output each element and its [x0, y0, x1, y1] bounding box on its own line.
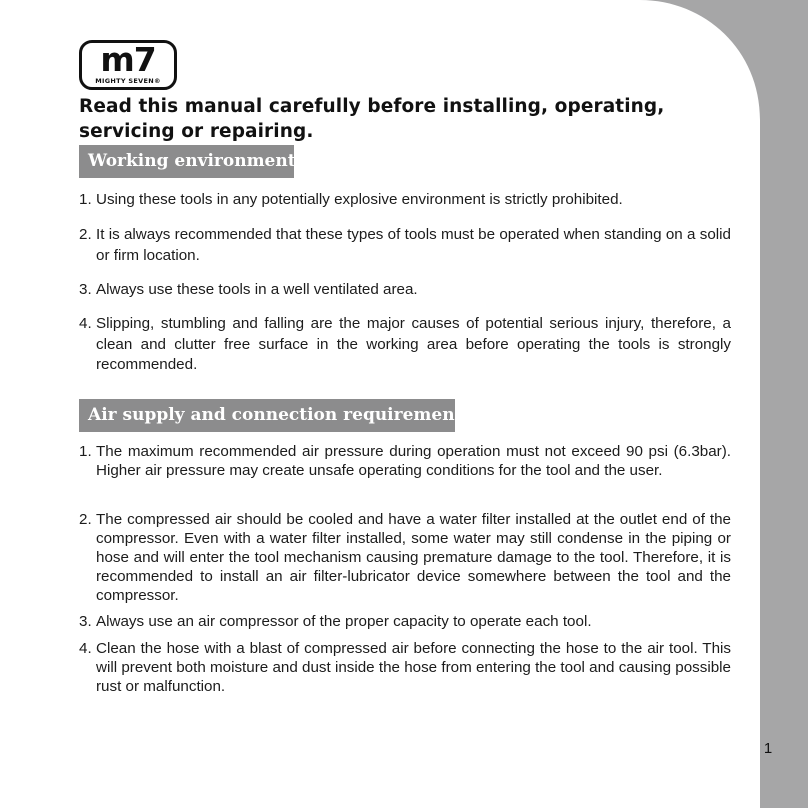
list-item — [79, 442, 731, 480]
item-text: It is always recommended that these types of tools must be operated when standing on a solid or firm location. — [96, 226, 731, 264]
item-number: 2. — [79, 511, 92, 528]
list-item — [79, 280, 731, 301]
list-item — [79, 510, 731, 605]
list-item — [79, 639, 731, 696]
manual-heading: Read this manual carefully before installing, operating, servicing or repairing. — [79, 96, 665, 142]
list-item — [79, 225, 731, 266]
item-number: 3. — [79, 281, 92, 298]
item-text: Always use these tools in a well ventilated area. — [96, 281, 418, 298]
list-item — [79, 314, 731, 376]
logo-brand-name: MIGHTY SEVEN® — [95, 77, 161, 85]
item-number: 1. — [79, 443, 92, 460]
item-text: Using these tools in any potentially explosive environment is strictly prohibited. — [96, 191, 623, 208]
logo-mark: m7 — [100, 40, 156, 79]
list-item — [79, 190, 731, 211]
item-number: 3. — [79, 613, 92, 630]
item-number: 4. — [79, 640, 92, 657]
item-number: 2. — [79, 226, 92, 243]
item-text: The maximum recommended air pressure during operation must not exceed 90 psi (6.3bar). Higher air pressure may create unsafe operating conditions for the tool and the user. — [96, 443, 731, 479]
list-item — [79, 612, 731, 631]
section-title-air-supply: Air supply and connection requirements: — [79, 399, 455, 432]
section-title-working-environment: Working environment: — [79, 145, 294, 178]
item-text: Clean the hose with a blast of compressed air before connecting the hose to the air tool. This will prevent both moisture and dust inside the hose from entering the tool and causing possible rust or malfunction. — [96, 640, 731, 695]
item-number: 1. — [79, 191, 92, 208]
m7-logo — [79, 40, 177, 90]
item-number: 4. — [79, 315, 92, 332]
item-text: The compressed air should be cooled and have a water filter installed at the outlet end of the compressor. Even with a water filter installed, some water may still condense in the piping or hose and will enter the tool mechanism causing premature damage to the tool. Therefore, it is recommended to install an air filter-lubricator device somewhere between the tool and the compressor. — [96, 511, 731, 604]
item-text: Slipping, stumbling and falling are the major causes of potential serious injury, therefore, a clean and clutter free surface in the working area before operating the tools is strongly recommended. — [96, 315, 731, 373]
item-text: Always use an air compressor of the proper capacity to operate each tool. — [96, 613, 592, 630]
page-number: 1 — [763, 740, 773, 757]
